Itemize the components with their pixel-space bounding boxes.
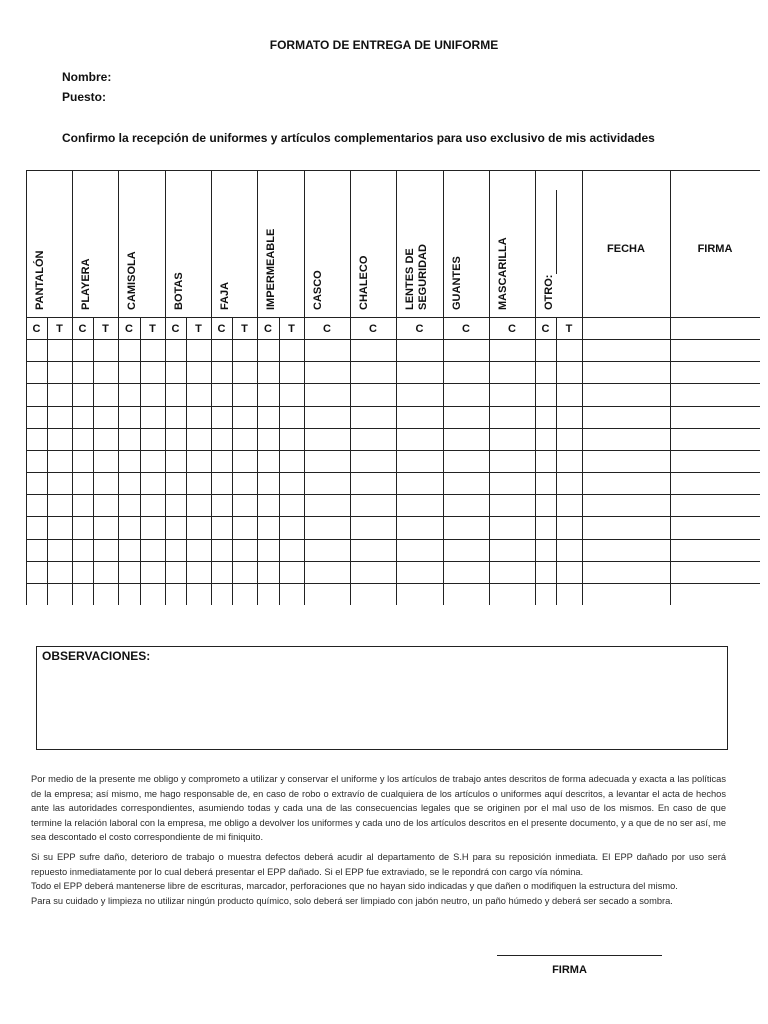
subheader-c: C bbox=[369, 323, 377, 335]
subheader-t: T bbox=[149, 323, 156, 335]
subheader-t: T bbox=[288, 323, 295, 335]
subheader-c: C bbox=[323, 323, 331, 335]
header-otro: OTRO: bbox=[543, 274, 555, 310]
document-title: FORMATO DE ENTREGA DE UNIFORME bbox=[269, 38, 499, 52]
terms-text-3: Todo el EPP deberá mantenerse libre de escrituras, marcador, perforaciones que no hayan sido indicadas y que dañen o modifiquen la estructura del mismo. bbox=[31, 881, 678, 891]
subheader-c: C bbox=[264, 323, 272, 335]
nombre-label: Nombre: bbox=[62, 70, 112, 84]
subheader-c: C bbox=[462, 323, 470, 335]
puesto-label: Puesto: bbox=[62, 90, 107, 104]
confirmation-statement: Confirmo la recepción de uniformes y artículos complementarios para uso exclusivo de mis actividades bbox=[62, 131, 655, 145]
subheader-t: T bbox=[56, 323, 63, 335]
header-casco: CASCO bbox=[312, 270, 324, 310]
header-guantes: GUANTES bbox=[451, 256, 463, 310]
terms-text-2: Si su EPP sufre daño, deterioro de trabajo o muestra defectos deberá acudir al departamento de S.H para su reposición inmediata. El EPP dañado por uso será repuesto inmediatamente por lo cual deberá presentar el EPP dañado. Si el EPP fue extraviado, se le repondrá con cargo vía nómina. bbox=[31, 852, 726, 877]
subheader-c: C bbox=[217, 323, 226, 335]
header-fecha: FECHA bbox=[607, 243, 645, 255]
subheader-c: C bbox=[415, 323, 424, 335]
terms-text-1: Por medio de la presente me obligo y comprometo a utilizar y conservar el uniforme y los artículos de trabajo antes descritos de forma adecuada y exacta a las políticas de la empresa; así mismo, me hago responsable de, en caso de robo o extravío de cualquiera de los artículos o uniformes aquí descritos, a levantar el acta de hechos ante las autoridades correspondientes, asumiendo todas y cada una de las consecuencias legales que se originen por el mal uso de los mismos. En caso de que termine la relación laboral con la empresa, me obligo a devolver los uniformes y cada uno de los artículos descritos en el presente documento, y a que de no ser así, me sea descontado el costo correspondiente de mi finiquito. bbox=[31, 774, 726, 842]
uniform-delivery-table bbox=[26, 170, 760, 605]
subheader-c: C bbox=[171, 323, 180, 335]
subheader-c: C bbox=[78, 323, 87, 335]
subheader-t: T bbox=[195, 323, 202, 335]
signature-line[interactable] bbox=[497, 955, 662, 956]
subheader-c: C bbox=[32, 323, 41, 335]
header-lentes-de-seguridad: LENTES DE bbox=[404, 248, 416, 310]
terms-text-4: Para su cuidado y limpieza no utilizar ningún producto químico, solo deberá ser limpiado con jabón neutro, un paño húmedo y deberá ser secado a sombra. bbox=[31, 895, 673, 906]
header-lentes-de-seguridad: SEGURIDAD bbox=[417, 243, 429, 310]
header-chaleco: CHALECO bbox=[358, 255, 370, 310]
subheader-t: T bbox=[241, 323, 248, 335]
terms-paragraph-2 bbox=[31, 850, 726, 908]
header-impermeable: IMPERMEABLE bbox=[265, 228, 277, 310]
subheader-c: C bbox=[541, 323, 550, 335]
header-faja: FAJA bbox=[219, 281, 231, 310]
subheader-t: T bbox=[102, 323, 109, 335]
header-botas: BOTAS bbox=[173, 272, 185, 310]
signature-label: FIRMA bbox=[552, 964, 587, 976]
header-camisola: CAMISOLA bbox=[126, 251, 138, 310]
header-playera: PLAYERA bbox=[80, 258, 92, 310]
subheader-t: T bbox=[565, 323, 573, 335]
observations-label: OBSERVACIONES: bbox=[42, 649, 151, 663]
terms-paragraph-1 bbox=[31, 772, 726, 845]
observations-box[interactable] bbox=[36, 646, 728, 750]
subheader-c: C bbox=[125, 323, 133, 335]
header-mascarilla: MASCARILLA bbox=[497, 237, 509, 310]
subheader-c: C bbox=[508, 323, 516, 335]
header-pantal-n: PANTALÓN bbox=[34, 250, 46, 310]
header-firma: FIRMA bbox=[697, 243, 733, 255]
